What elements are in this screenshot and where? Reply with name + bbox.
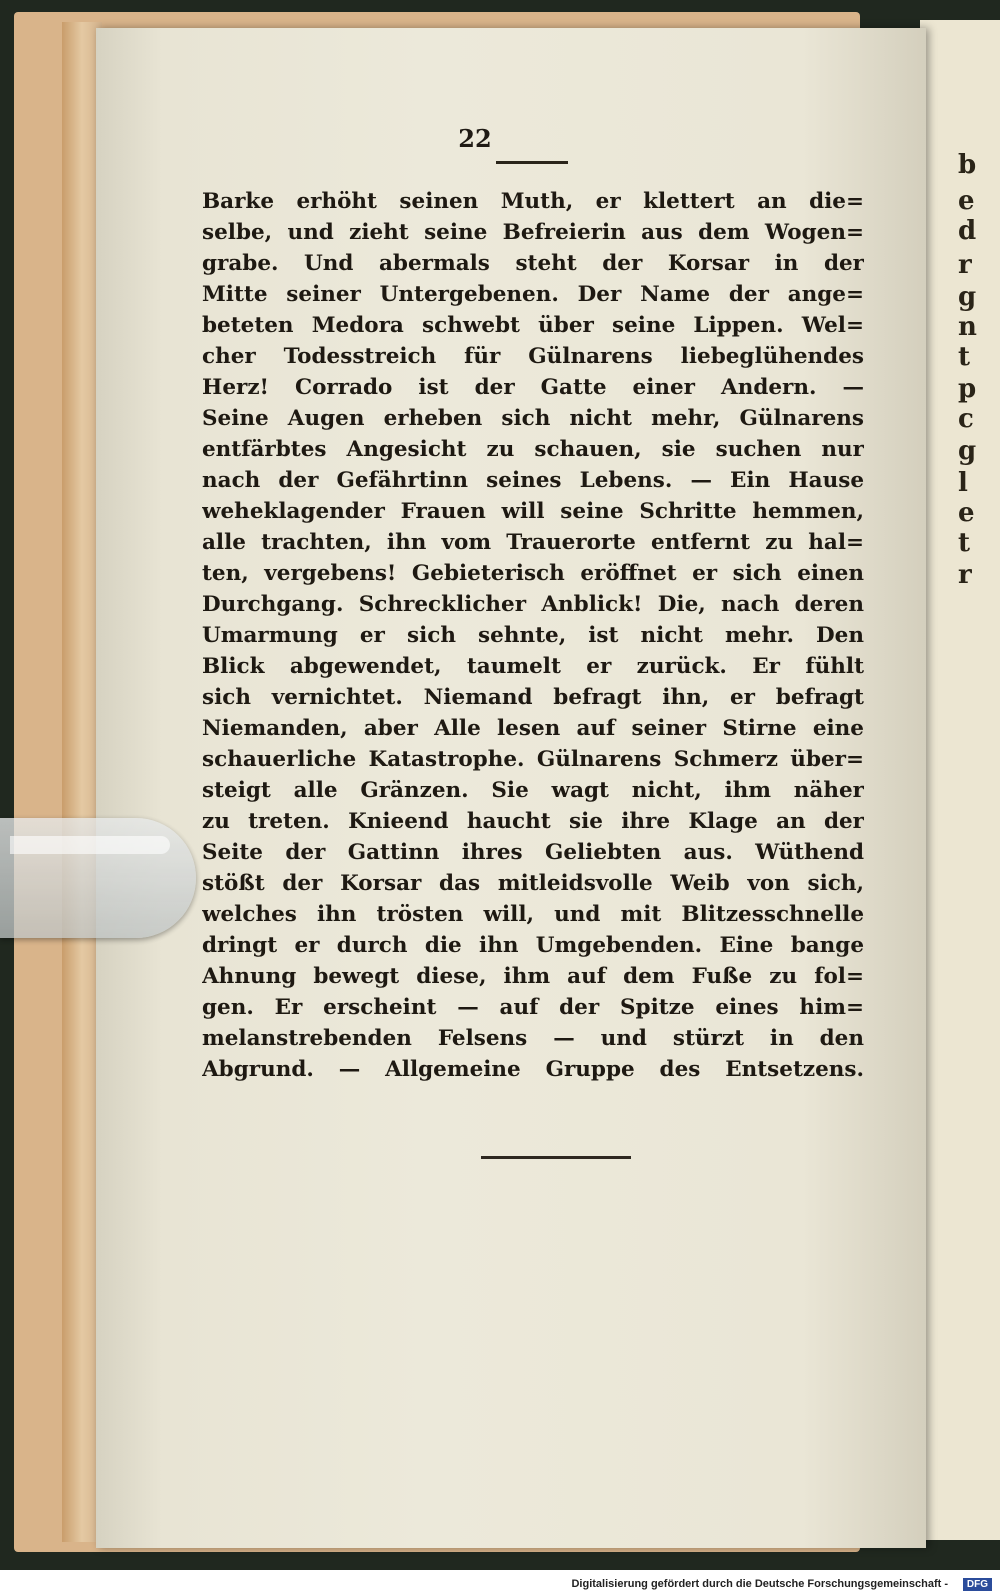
text-line: Seine Augen erheben sich nicht mehr, Gülnarens bbox=[202, 406, 864, 431]
next-page-fragment: l bbox=[958, 468, 968, 498]
text-line: Herz! Corrado ist der Gatte einer Andern. — bbox=[202, 375, 864, 400]
text-line: Blick abgewendet, taumelt er zurück. Er fühlt bbox=[202, 654, 864, 679]
next-page-fragment: n bbox=[958, 312, 977, 342]
text-line: stößt der Korsar das mitleidsvolle Weib von sich, bbox=[202, 871, 864, 896]
text-line: Mitte seiner Untergebenen. Der Name der ange= bbox=[202, 282, 864, 307]
text-line: melanstrebenden Felsens — und stürzt in den bbox=[202, 1026, 864, 1051]
next-page-edge bbox=[920, 20, 1000, 1540]
text-line: entfärbtes Angesicht zu schauen, sie suchen nur bbox=[202, 437, 864, 462]
text-line: Durchgang. Schrecklicher Anblick! Die, nach deren bbox=[202, 592, 864, 617]
text-line: Umarmung er sich sehnte, ist nicht mehr. Den bbox=[202, 623, 864, 648]
next-page-fragment: t bbox=[958, 342, 971, 372]
text-line: steigt alle Gränzen. Sie wagt nicht, ihm näher bbox=[202, 778, 864, 803]
text-line: cher Todesstreich für Gülnarens liebeglühendes bbox=[202, 344, 864, 369]
text-line: alle trachten, ihn vom Trauerorte entfernt zu hal= bbox=[202, 530, 864, 555]
next-page-fragment: g bbox=[958, 282, 977, 312]
next-page-fragment: c bbox=[958, 404, 974, 434]
page-number-rule bbox=[496, 161, 568, 164]
page-clip-highlight bbox=[10, 836, 170, 854]
text-line: welches ihn trösten will, und mit Blitzesschnelle bbox=[202, 902, 864, 927]
funding-credit: Digitalisierung gefördert durch die Deutsche Forschungsgemeinschaft - bbox=[571, 1578, 948, 1590]
next-page-fragment: r bbox=[958, 250, 972, 280]
next-page-fragment: g bbox=[958, 436, 977, 466]
book-page bbox=[96, 28, 926, 1548]
text-line: Seite der Gattinn ihres Geliebten aus. Wüthend bbox=[202, 840, 864, 865]
footer-strip bbox=[0, 1570, 1000, 1596]
next-page-fragment: e bbox=[958, 498, 975, 528]
text-line: beteten Medora schwebt über seine Lippen. Wel= bbox=[202, 313, 864, 338]
text-line: Niemanden, aber Alle lesen auf seiner Stirne eine bbox=[202, 716, 864, 741]
text-line: zu treten. Knieend haucht sie ihre Klage an der bbox=[202, 809, 864, 834]
next-page-fragment: t bbox=[958, 528, 971, 558]
text-line: Abgrund. — Allgemeine Gruppe des Entsetzens. bbox=[202, 1057, 864, 1082]
text-line: ten, vergebens! Gebieterisch eröffnet er sich einen bbox=[202, 561, 864, 586]
text-line: Barke erhöht seinen Muth, er klettert an die= bbox=[202, 189, 864, 214]
text-line: schauerliche Katastrophe. Gülnarens Schmerz über= bbox=[202, 747, 864, 772]
next-page-fragment: r bbox=[958, 560, 972, 590]
body-text bbox=[202, 186, 864, 1085]
text-line: selbe, und zieht seine Befreierin aus dem Wogen= bbox=[202, 220, 864, 245]
text-line: gen. Er erscheint — auf der Spitze eines him= bbox=[202, 995, 864, 1020]
page-number: 22 bbox=[458, 124, 492, 153]
next-page-fragment: d bbox=[958, 216, 977, 246]
text-line: grabe. Und abermals steht der Korsar in der bbox=[202, 251, 864, 276]
text-line: dringt er durch die ihn Umgebenden. Eine bange bbox=[202, 933, 864, 958]
next-page-fragment: e bbox=[958, 186, 975, 216]
text-line: weheklagender Frauen will seine Schritte hemmen, bbox=[202, 499, 864, 524]
next-page-fragment: p bbox=[958, 374, 977, 404]
end-rule bbox=[481, 1156, 631, 1159]
next-page-fragment: b bbox=[958, 150, 977, 180]
text-line: Ahnung bewegt diese, ihm auf dem Fuße zu fol= bbox=[202, 964, 864, 989]
text-line: sich vernichtet. Niemand befragt ihn, er befragt bbox=[202, 685, 864, 710]
dfg-logo: DFG bbox=[963, 1578, 992, 1591]
text-line: nach der Gefährtinn seines Lebens. — Ein Hause bbox=[202, 468, 864, 493]
